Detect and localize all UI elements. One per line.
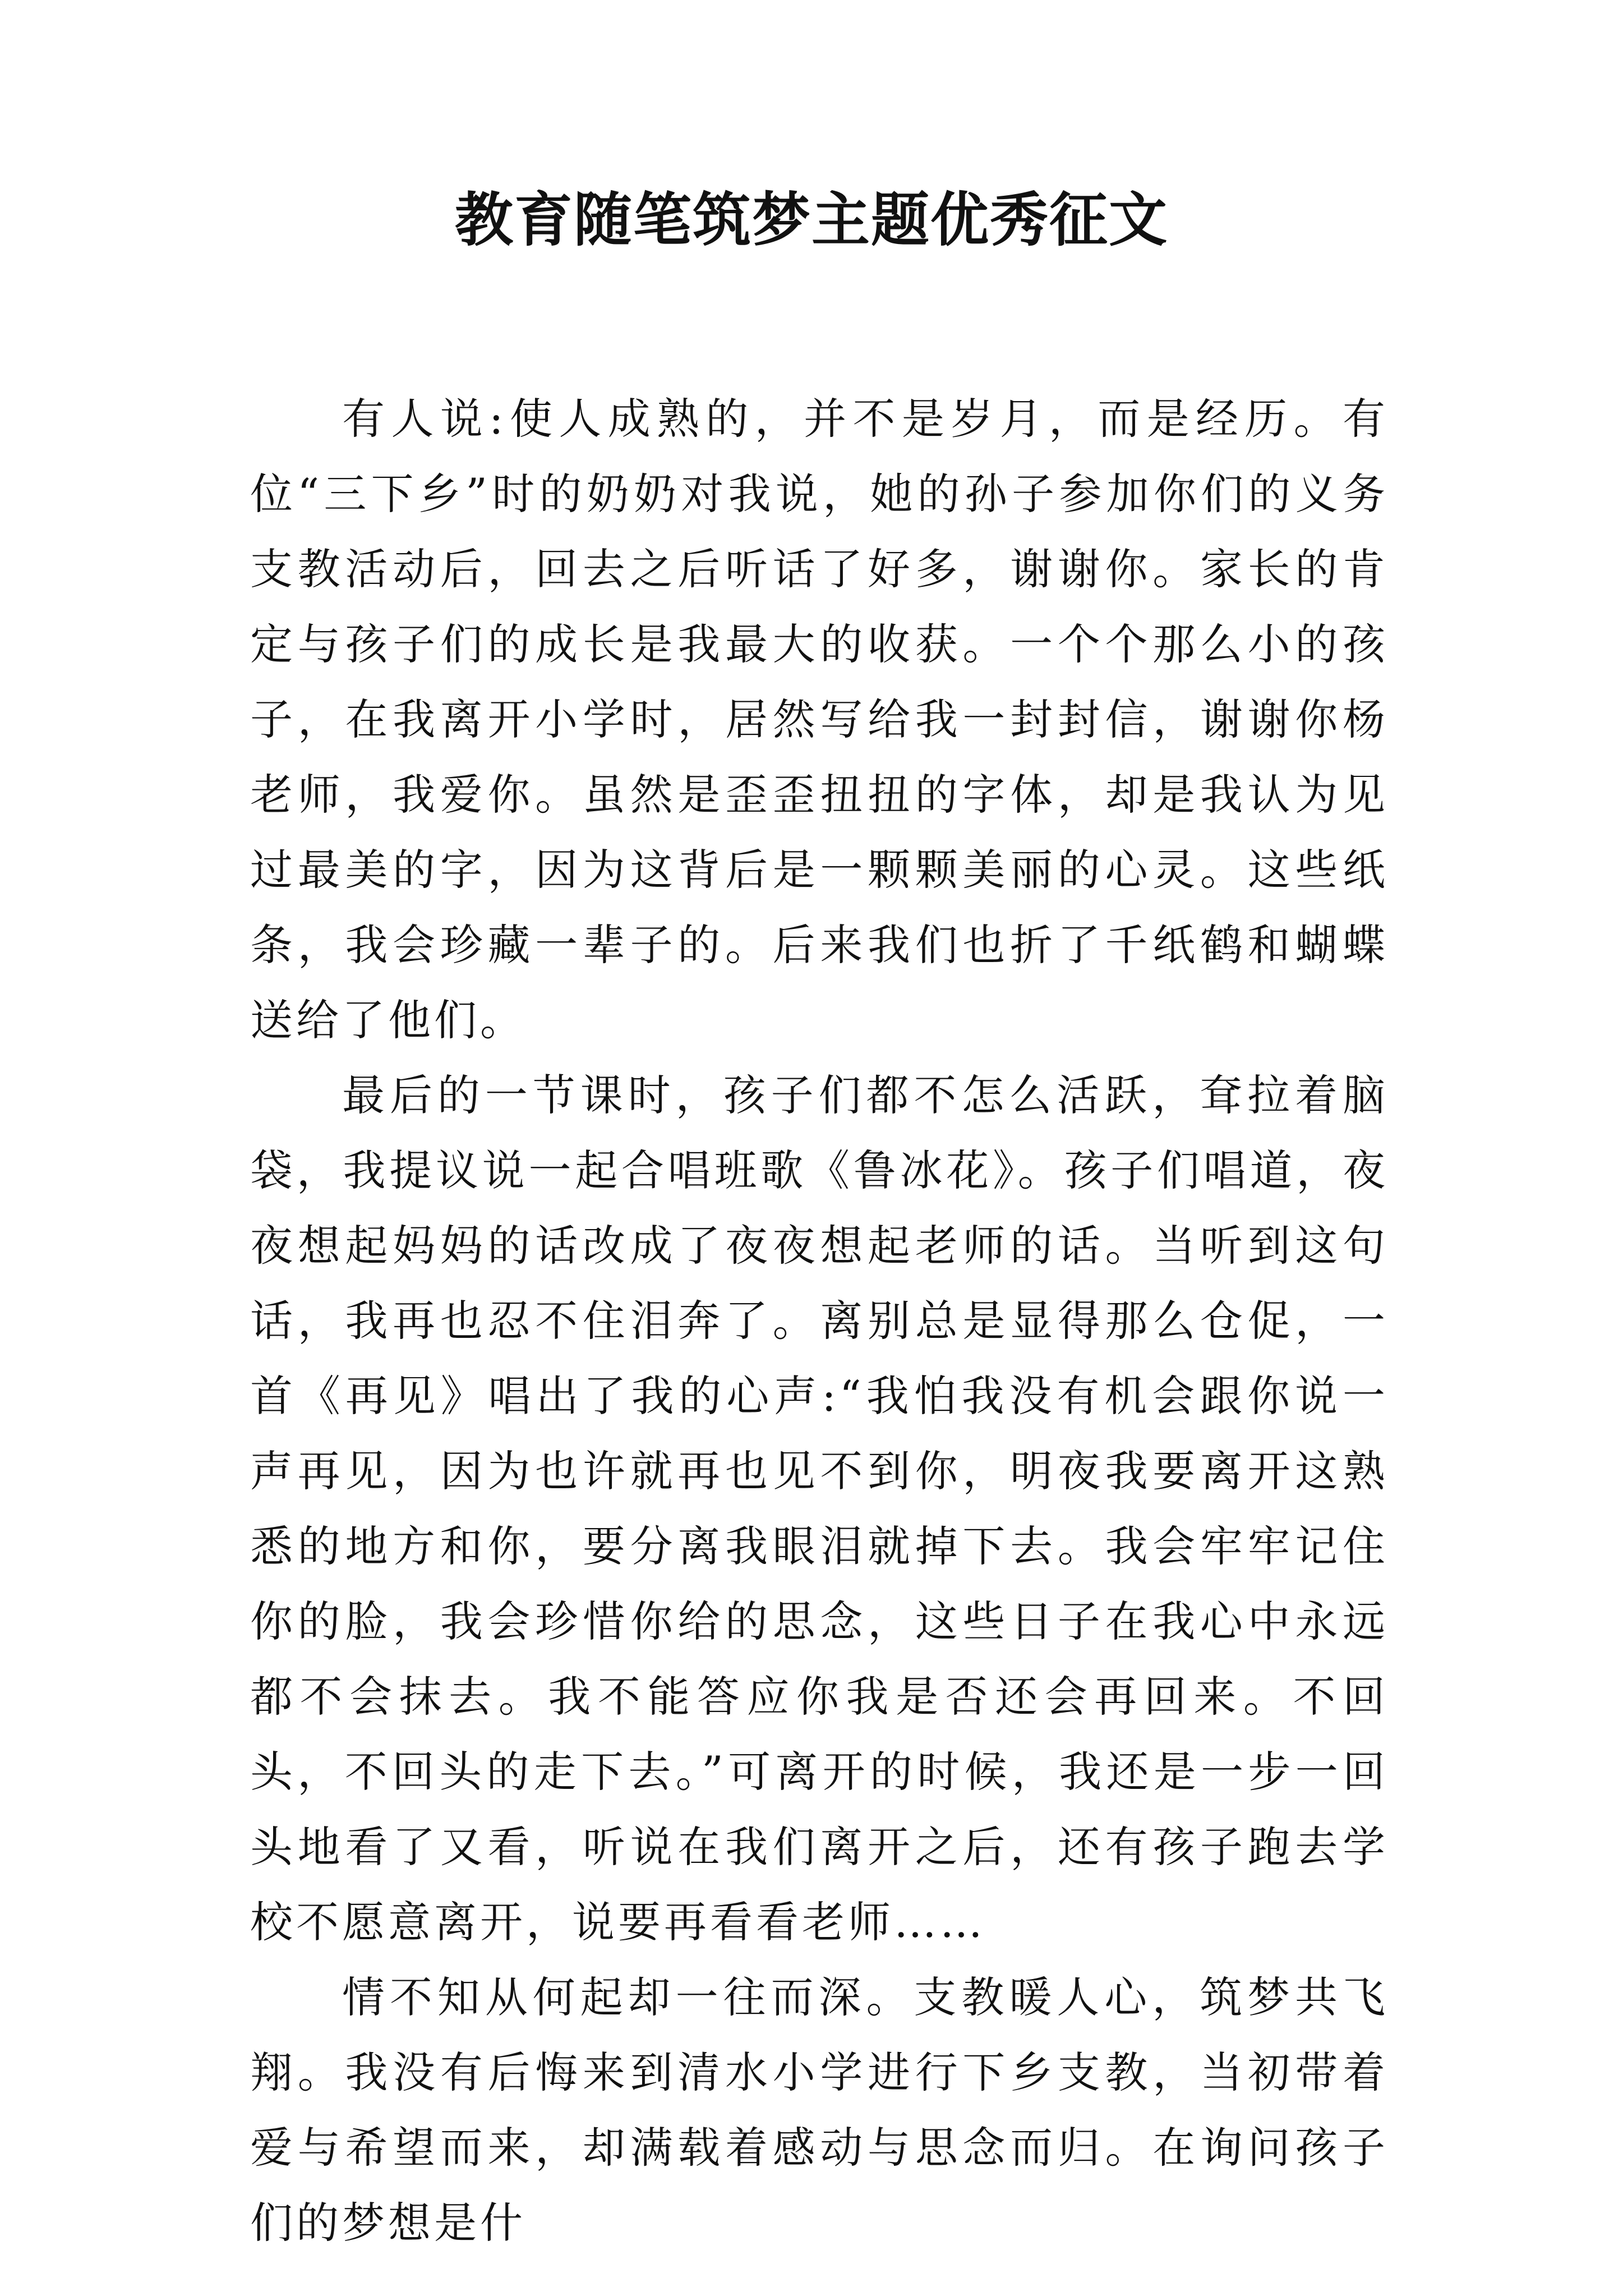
document-title: 教育随笔筑梦主题优秀征文	[454, 185, 1168, 254]
paragraph-2: 最后的一节课时，孩子们都不怎么活跃，耷拉着脑袋，我提议说一起合唱班歌《鲁冰花》。孩子们唱道，夜夜想起妈妈的话改成了夜夜想起老师的话。当听到这句话，我再也忍不住泪奔了。离别总是显得那么仓促，一首《再见》唱出了我的心声:“我怕我没有机会跟你说一声再见，因为也许就再也见不到你，明夜我要离开这熟悉的地方和你，要分离我眼泪就掉下去。我会牢牢记住你的脸，我会珍惜你给的思念，这些日子在我心中永远都不会抹去。我不能答应你我是否还会再回来。不回头，不回头的走下去。”可离开的时候，我还是一步一回头地看了又看，听说在我们离开之后，还有孩子跑去学校不愿意离开，说要再看看老师……	[250, 1070, 1389, 1947]
paragraph-3: 情不知从何起却一往而深。支教暖人心，筑梦共飞翔。我没有后悔来到清水小学进行下乡支教，当初带着爱与希望而来，却满载着感动与思念而归。在询问孩子们的梦想是什	[250, 1972, 1389, 2248]
document-body	[250, 381, 1389, 2261]
paragraph-1: 有人说:使人成熟的，并不是岁月，而是经历。有位“三下乡”时的奶奶对我说，她的孙子参加你们的义务支教活动后，回去之后听话了好多，谢谢你。家长的肯定与孩子们的成长是我最大的收获。一个个那么小的孩子，在我离开小学时，居然写给我一封封信，谢谢你杨老师，我爱你。虽然是歪歪扭扭的字体，却是我认为见过最美的字，因为这背后是一颗颗美丽的心灵。这些纸条，我会珍藏一辈子的。后来我们也折了千纸鹤和蝴蝶送给了他们。	[250, 394, 1389, 1045]
